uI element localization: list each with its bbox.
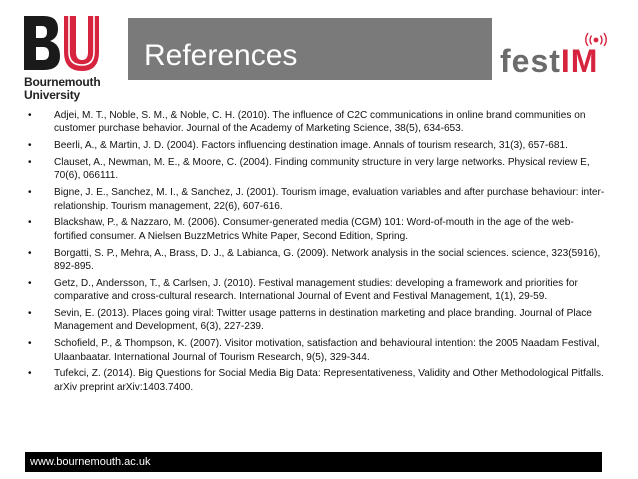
reference-item	[28, 307, 606, 334]
reference-text: Adjei, M. T., Noble, S. M., & Noble, C. H. (2010). The influence of C2C communications in online brand communities on customer purchase behavior. Journal of the Academy of Marketing Science, 38(5), 634-653.	[54, 110, 586, 135]
reference-item	[28, 247, 606, 274]
references-list	[28, 109, 606, 398]
reference-item	[28, 277, 606, 304]
title-bar	[128, 18, 492, 80]
page-title: References	[144, 39, 298, 72]
reference-item	[28, 367, 606, 394]
bu-logo-mark	[22, 14, 100, 72]
bullet-icon: •	[28, 187, 32, 199]
festim-wordmark	[500, 44, 598, 78]
bullet-icon: •	[28, 247, 32, 259]
reference-item	[28, 216, 606, 243]
reference-item	[28, 139, 606, 152]
bullet-icon: •	[28, 277, 32, 289]
reference-item	[28, 156, 606, 183]
reference-item	[28, 337, 606, 364]
bullet-icon: •	[28, 110, 32, 121]
university-name	[24, 76, 100, 102]
footer-bar	[25, 452, 602, 472]
bullet-icon: •	[28, 368, 32, 380]
reference-text: Blackshaw, P., & Nazzaro, M. (2006). Consumer-generated media (CGM) 101: Word-of-mouth in the age of the web-fortified consumer. A Nielsen BuzzMetrics White Paper, Second Edition, Spring.	[54, 217, 574, 242]
university-name-line2: University	[24, 88, 81, 102]
bullet-icon: •	[28, 157, 32, 169]
reference-text: Getz, D., Andersson, T., & Carlsen, J. (2010). Festival management studies: developing a framework and priorities for comparative and cross-cultural research. International Journal of Event and Festival Management, 1(1), 29-59.	[54, 277, 578, 303]
footer-url: www.bournemouth.ac.uk	[30, 456, 151, 468]
festim-logo	[500, 32, 620, 80]
reference-text: Clauset, A., Newman, M. E., & Moore, C. (2004). Finding community structure in very large networks. Physical review E, 70(6), 066111.	[54, 157, 590, 182]
bullet-icon: •	[28, 338, 32, 350]
bullet-icon: •	[28, 140, 32, 152]
reference-text: Schofield, P., & Thompson, K. (2007). Visitor motivation, satisfaction and behavioural intention: the 2005 Naadam Festival, Ulaanbaatar. International Journal of Tourism Research, 9(5), 329-344.	[54, 338, 600, 363]
bullet-icon: •	[28, 308, 32, 320]
festim-wordmark-part1: fest	[500, 43, 561, 79]
reference-text: Beerli, A., & Martin, J. D. (2004). Factors influencing destination image. Annals of tourism research, 31(3), 657-681.	[54, 140, 568, 152]
reference-item	[28, 109, 606, 136]
university-name-line1: Bournemouth	[24, 75, 101, 89]
bournemouth-university-logo	[22, 14, 112, 108]
bullet-icon: •	[28, 217, 32, 229]
reference-text: Tufekci, Z. (2014). Big Questions for Social Media Big Data: Representativeness, Validity and Other Methodological Pitfalls. arXiv preprint arXiv:1403.7400.	[54, 368, 604, 393]
reference-text: Sevin, E. (2013). Places going viral: Twitter usage patterns in destination marketing and place branding. Journal of Place Management and Development, 6(3), 227-239.	[54, 308, 592, 333]
reference-item	[28, 186, 606, 213]
reference-text: Borgatti, S. P., Mehra, A., Brass, D. J., & Labianca, G. (2009). Network analysis in the social sciences. science, 323(5916), 892-895.	[54, 247, 601, 272]
reference-text: Bigne, J. E., Sanchez, M. I., & Sanchez, J. (2001). Tourism image, evaluation variables and after purchase behaviour: inter-relationship. Tourism management, 22(6), 607-616.	[54, 187, 605, 212]
festim-wordmark-part2: IM	[560, 43, 599, 79]
